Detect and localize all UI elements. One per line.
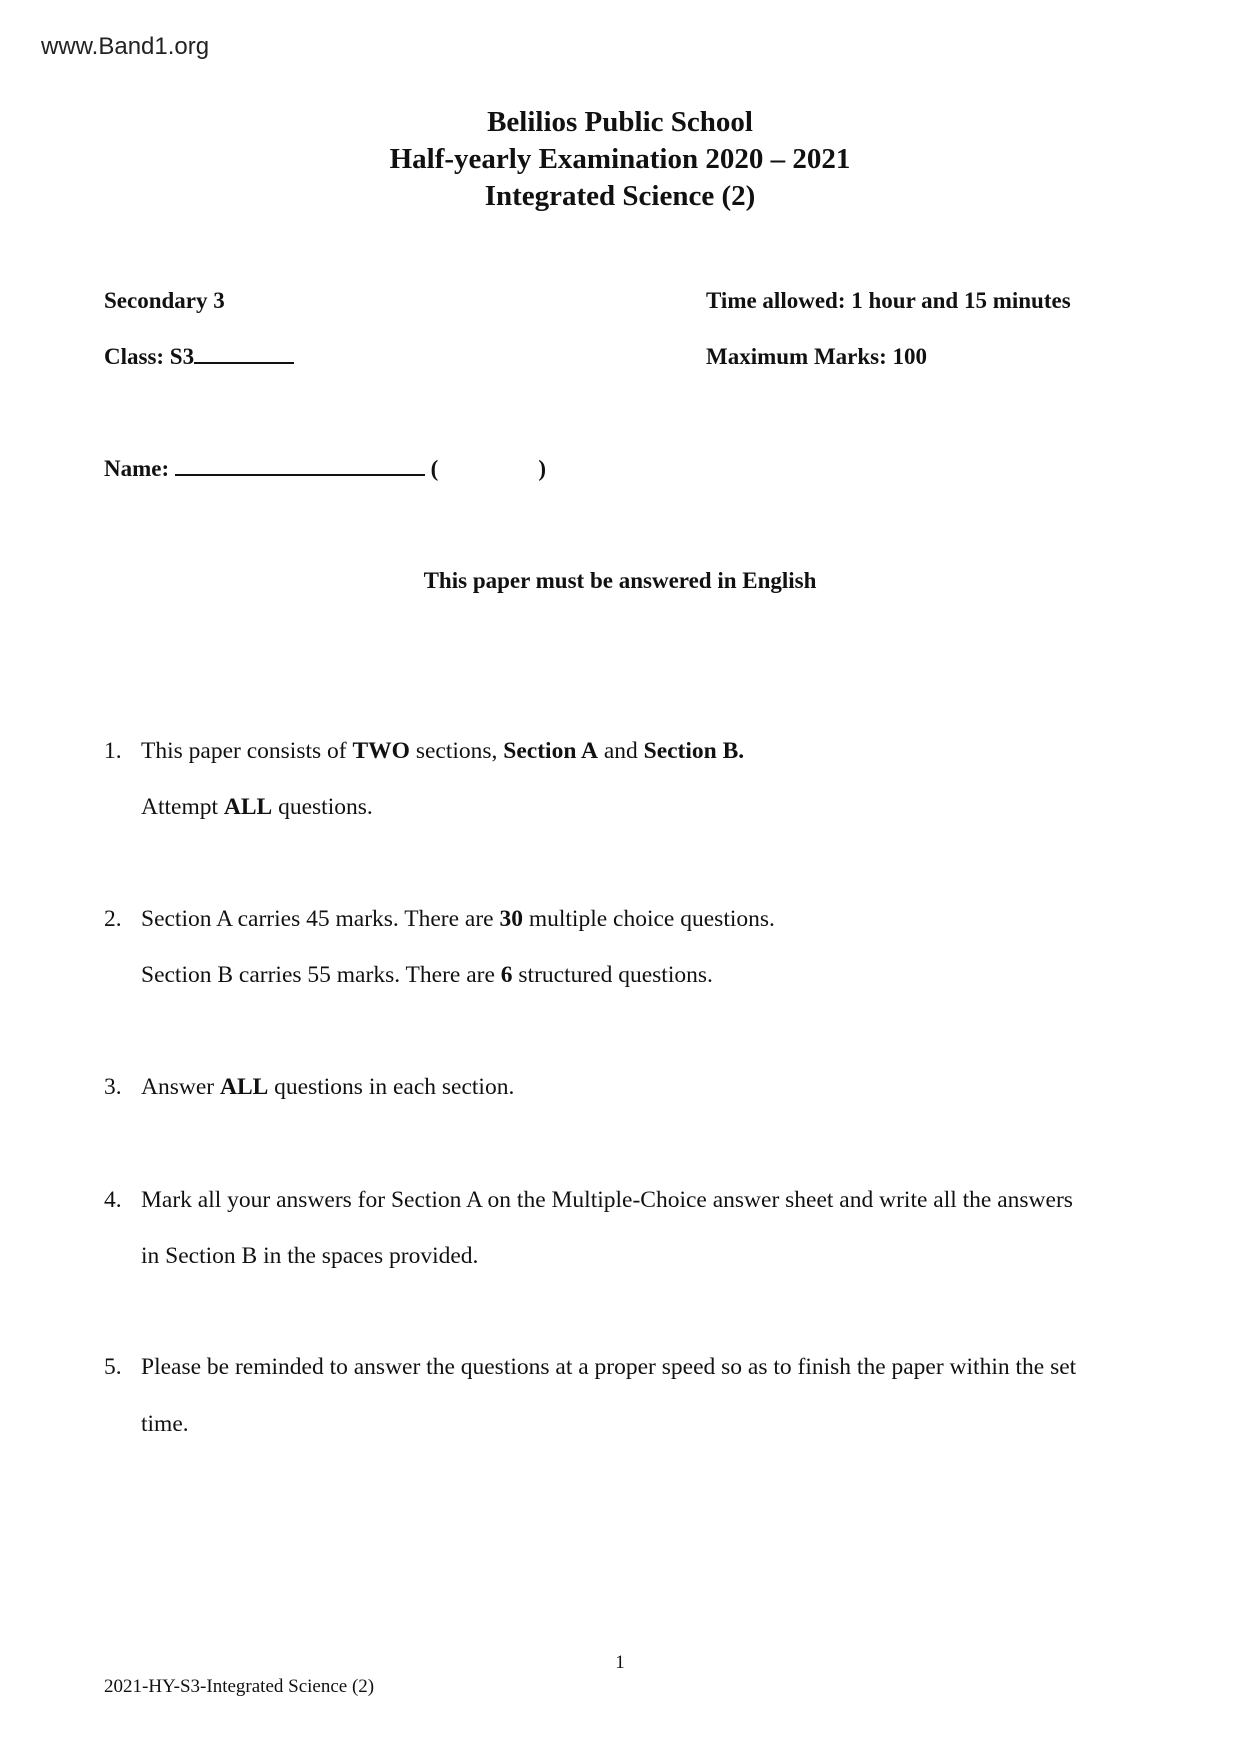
instruction-text: sections, — [409, 738, 504, 764]
instruction-line — [141, 794, 373, 821]
page-number: 1 — [615, 1652, 625, 1673]
instruction-text: Mark all your answers for Section A on the Multiple-Choice answer sheet and write all the answers — [141, 1187, 1073, 1213]
class-label: Class: S3 — [104, 344, 195, 369]
instruction-line — [141, 1411, 189, 1438]
class-blank — [194, 361, 294, 364]
instruction-text: time. — [141, 1411, 189, 1437]
instruction-text: Section A carries 45 marks. There are — [141, 906, 500, 932]
instruction-text: This paper consists of — [141, 738, 353, 764]
time-allowed: Time allowed: 1 hour and 15 minutes — [706, 288, 1071, 313]
watermark[interactable]: www.Band1.org — [41, 33, 210, 60]
school-name: Belilios Public School — [487, 106, 753, 138]
emphasis-text: Section A — [503, 738, 598, 764]
instruction-number: 3. — [104, 1074, 122, 1100]
instruction-line — [141, 1074, 514, 1101]
level-label: Secondary 3 — [104, 288, 225, 313]
name-field — [104, 456, 546, 482]
instruction-line — [141, 1354, 1076, 1381]
instruction-text: multiple choice questions. — [522, 906, 775, 932]
instruction-text: Please be reminded to answer the questions at a proper speed so as to finish the paper within the set — [141, 1354, 1077, 1380]
instruction-text: and — [597, 738, 644, 764]
emphasis-text: ALL — [223, 794, 273, 820]
name-label: Name: — [104, 456, 170, 481]
instruction-text: in Section B in the spaces provided. — [141, 1243, 479, 1269]
language-note: This paper must be answered in English — [423, 568, 817, 593]
emphasis-text: Section B. — [643, 738, 745, 764]
emphasis-text: 6 — [500, 962, 513, 988]
instruction-number: 1. — [104, 738, 122, 764]
instruction-text: Section B carries 55 marks. There are — [141, 962, 501, 988]
name-blank — [175, 473, 425, 476]
instruction-number: 2. — [104, 906, 122, 932]
instruction-line — [141, 1187, 1073, 1214]
document-code: 2021-HY-S3-Integrated Science (2) — [104, 1676, 375, 1697]
instruction-text: Attempt — [141, 794, 224, 820]
subject-title: Integrated Science (2) — [484, 180, 756, 212]
max-marks: Maximum Marks: 100 — [706, 344, 928, 369]
emphasis-text: TWO — [352, 738, 410, 764]
instruction-number: 5. — [104, 1354, 122, 1380]
instruction-line — [141, 906, 775, 933]
instruction-line — [141, 962, 713, 989]
emphasis-text: 30 — [499, 906, 523, 932]
instruction-text: questions in each section. — [268, 1074, 515, 1100]
instruction-number: 4. — [104, 1187, 122, 1213]
instruction-text: structured questions. — [512, 962, 713, 988]
exam-title: Half-yearly Examination 2020 – 2021 — [389, 143, 851, 175]
instruction-line — [141, 1243, 478, 1270]
instruction-text: Answer — [141, 1074, 220, 1100]
instruction-line — [141, 738, 744, 765]
class-number-open: ( — [430, 456, 439, 481]
emphasis-text: ALL — [219, 1074, 269, 1100]
class-field — [104, 344, 294, 370]
class-number-close: ) — [538, 456, 546, 481]
instruction-text: questions. — [272, 794, 373, 820]
